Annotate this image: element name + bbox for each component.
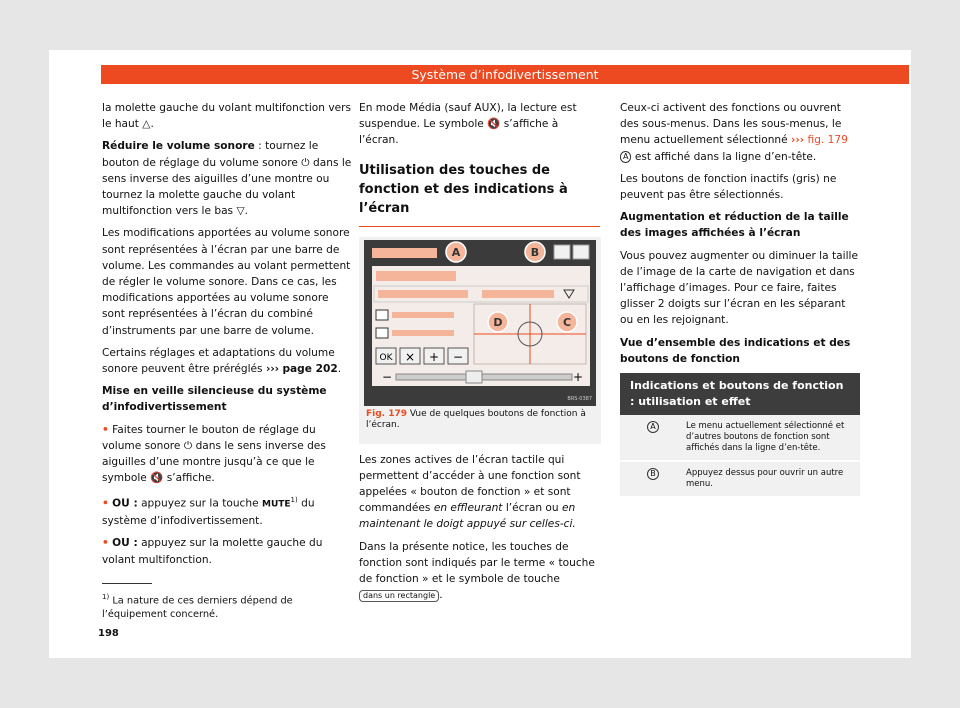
paragraph: Dans la présente notice, les touches de fonction sont indiqués par le terme « touche de fonction » et le symbole de touche dans un rectangle . [359, 540, 595, 602]
mute-speaker-icon: 🔇 [150, 472, 164, 485]
svg-text:OK: OK [379, 352, 393, 363]
column-right [620, 100, 860, 498]
paragraph: Les zones actives de l’écran tactile qui permettent d’accéder à une fonction sont appelées « bouton de fonction » et sont commandées en effleurant l’écran ou en maintenant le doigt appuyé sur celles-ci. [359, 453, 581, 531]
mute-speaker-icon: 🔇 [487, 118, 501, 131]
svg-text:×: × [404, 349, 416, 364]
footnote-divider [102, 583, 152, 584]
subheading: Vue d’ensemble des indications et des boutons de fonction [620, 336, 851, 365]
page-number: 198 [98, 628, 119, 639]
svg-text:A: A [451, 245, 461, 259]
paragraph: Certains réglages et adaptations du volume sonore peuvent être préréglés ››› page 202. [102, 346, 342, 376]
subheading: Augmentation et réduction de la taille des images affichées à l’écran [620, 211, 849, 240]
svg-text:C: C [562, 315, 572, 329]
figure-179 [359, 237, 601, 444]
triangle-down-icon: ▽ [236, 205, 245, 218]
callout-a: A [647, 421, 658, 433]
svg-text:+: + [428, 349, 440, 364]
bullet-item: • OU : appuyez sur la molette gauche du volant multifonction. [102, 537, 323, 566]
functions-table [620, 373, 860, 498]
paragraph: Réduire le volume sonore : tournez le bouton de réglage du volume sonore ⏻ dans le sens inverse des aiguilles d’une montre ou tournez la molette gauche du volant multifonction vers le bas ▽. [102, 140, 352, 218]
paragraph: Ceux-ci activent des fonctions ou ouvrent des sous-menus. Dans les sous-menus, le menu actuellement sélectionné ››› fig. 179 A est affiché dans la ligne d’en-tête. [620, 102, 848, 163]
callout-a: A [620, 151, 631, 163]
column-left [102, 100, 354, 574]
table-cell: Le menu actuellement sélectionné et d’autres boutons de fonction sont affichés dans la ligne d’en-tête. [686, 421, 845, 454]
paragraph: la molette gauche du volant multifonction vers le haut △. [102, 102, 351, 131]
svg-text:B: B [530, 245, 540, 259]
mute-key: MUTE [261, 500, 291, 510]
paragraph: Les modifications apportées au volume sonore sont représentées à l’écran par une barre de volume. Les commandes au volant permettent de régler le volume sonore. Dans ce cas, les modifications apportées au volume sonore sont représentées à l’écran du combiné d’instruments par une barre de volume. [102, 227, 351, 337]
figure-caption: Fig. 179 Vue de quelques boutons de fonction à l’écran. [366, 408, 586, 430]
svg-text:BRS-0387: BRS-0387 [567, 395, 592, 402]
section-title: Utilisation des touches de fonction et des indications à l’écran [359, 161, 600, 227]
bullet-item: • Faites tourner le bouton de réglage du volume sonore ⏻ dans le sens inverse des aiguilles d’une montre jusqu’à ce que le symbole 🔇 s’affiche. [102, 423, 326, 485]
svg-text:D: D [493, 315, 503, 329]
paragraph: Les boutons de fonction inactifs (gris) ne peuvent pas être sélectionnés. [620, 172, 837, 202]
page-ref-arrow: ››› [265, 363, 280, 376]
page-ref-link[interactable]: page 202 [282, 363, 338, 376]
table-row [620, 462, 860, 498]
svg-text:−: − [382, 369, 393, 384]
page-header: Système d’infodivertissement [101, 65, 909, 84]
table-header: Indications et boutons de fonction : utilisation et effet [620, 373, 860, 415]
svg-text:−: − [452, 349, 464, 364]
power-icon: ⏻ [183, 439, 193, 452]
subheading: Mise en veille silencieuse du système d’infodivertissement [102, 385, 327, 414]
figure-ref-link[interactable]: fig. 179 [807, 134, 848, 147]
paragraph: Vous pouvez augmenter ou diminuer la taille de l’image de la carte de navigation et dans l’affichage d’images. Pour ce faire, faites glisser 2 doigts sur l’écran en les séparant ou en les rejoignant. [620, 249, 858, 327]
bullet-item: • OU : appuyez sur la touche MUTE$^{1)}$ du système d’infodivertissement. [102, 496, 315, 528]
footnote: $^{1)}$ La nature de ces derniers dépend de l’équipement concerné. [102, 593, 293, 620]
manual-page [49, 50, 911, 658]
screen-illustration [364, 240, 596, 406]
svg-text:+: + [572, 369, 584, 384]
rectangle-button-example: dans un rectangle [359, 590, 439, 602]
callout-b: B [647, 468, 659, 480]
table-row [620, 415, 860, 462]
paragraph: En mode Média (sauf AUX), la lecture est suspendue. Le symbole 🔇 s’affiche à l’écran. [359, 102, 577, 147]
power-icon: ⏻ [301, 156, 310, 169]
column-middle [359, 100, 600, 609]
triangle-up-icon: △ [142, 118, 151, 131]
table-cell: Appuyez dessus pour ouvrir un autre menu. [686, 468, 844, 490]
